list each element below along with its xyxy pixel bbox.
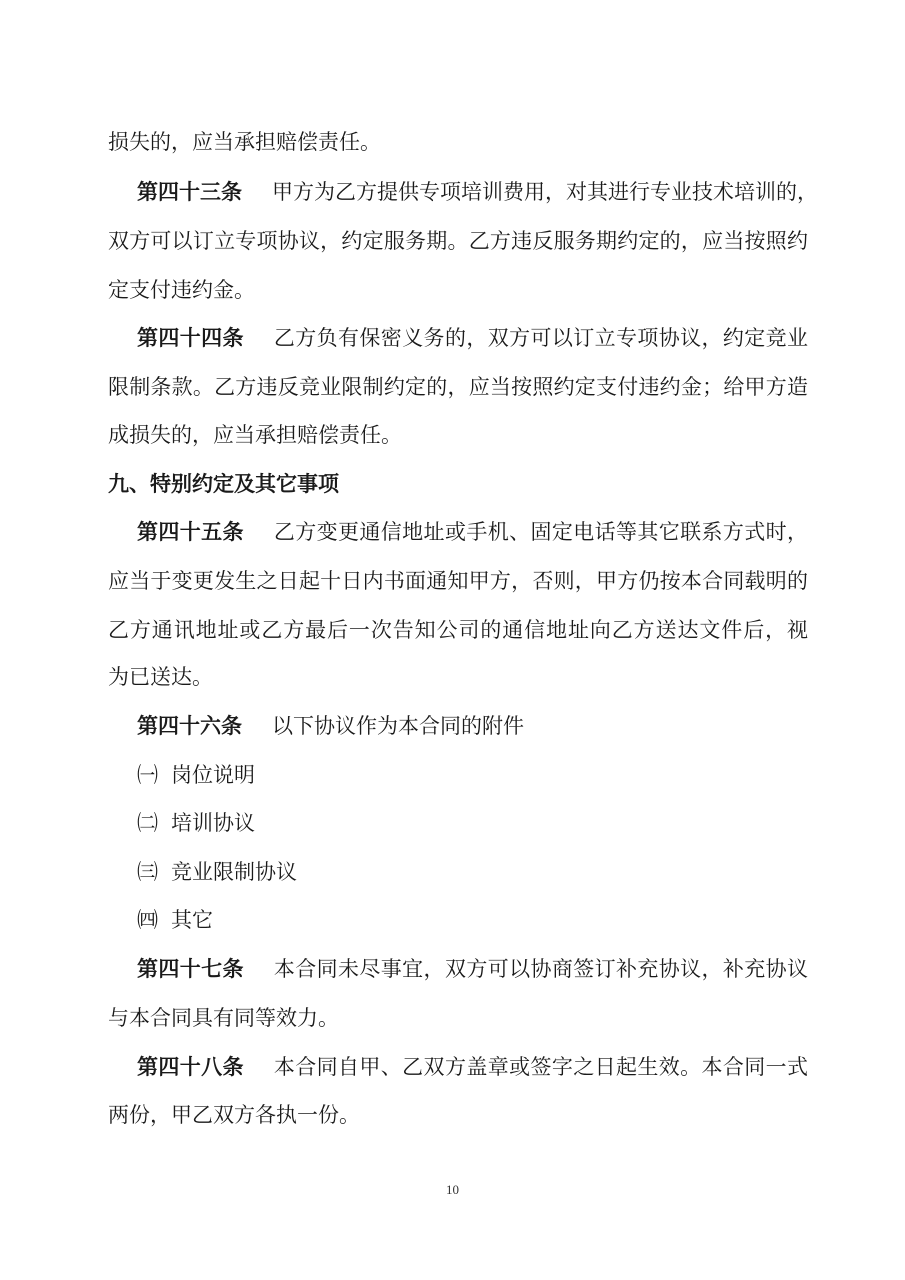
list-item bbox=[137, 760, 808, 790]
list-item bbox=[137, 857, 808, 887]
text-segment: 乙方变更通信地址或手机、固定电话等其它联系方式时， bbox=[273, 520, 809, 544]
article-46-line bbox=[137, 711, 808, 741]
text-line: 定支付违约金。 bbox=[108, 278, 255, 302]
list-item-number: ㈡ bbox=[137, 811, 158, 835]
text-line: 双方可以订立专项协议，约定服务期。乙方违反服务期约定的，应当按照约 bbox=[108, 229, 808, 253]
article-44-title: 第四十四条 bbox=[137, 326, 244, 350]
article-45-title: 第四十五条 bbox=[137, 520, 244, 544]
text-segment: 本合同未尽事宜，双方可以协商签订补充协议，补充协议 bbox=[273, 957, 809, 981]
text-line: 与本合同具有同等效力。 bbox=[108, 1006, 339, 1030]
list-item bbox=[137, 905, 808, 935]
text-segment: 以下协议作为本合同的附件 bbox=[272, 714, 524, 738]
text-line: 两份，甲乙双方各执一份。 bbox=[108, 1103, 360, 1127]
text-line: 乙方通讯地址或乙方最后一次告知公司的通信地址向乙方送达文件后，视 bbox=[108, 618, 808, 642]
list-item-text: 培训协议 bbox=[171, 811, 255, 835]
section-heading: 九、特别约定及其它事项 bbox=[108, 472, 339, 496]
article-47-first-line bbox=[137, 954, 808, 984]
article-44-first-line bbox=[137, 323, 808, 353]
list-item-number: ㈢ bbox=[137, 860, 158, 884]
list-item-text: 竞业限制协议 bbox=[171, 860, 297, 884]
text-line: 为已送达。 bbox=[108, 665, 213, 689]
list-item-text: 岗位说明 bbox=[171, 763, 255, 787]
text-line: 应当于变更发生之日起十日内书面通知甲方，否则，甲方仍按本合同载明的 bbox=[108, 569, 808, 593]
article-43-title: 第四十三条 bbox=[137, 180, 242, 204]
page-number: 10 bbox=[446, 1182, 459, 1197]
text-line: 成损失的，应当承担赔偿责任。 bbox=[108, 423, 402, 447]
list-item-text: 其它 bbox=[171, 908, 213, 932]
list-item-number: ㈣ bbox=[137, 908, 158, 932]
list-item bbox=[137, 808, 808, 838]
article-48-first-line bbox=[137, 1052, 808, 1082]
article-43-first-line bbox=[137, 177, 818, 207]
text-segment: 本合同自甲、乙双方盖章或签字之日起生效。本合同一式 bbox=[273, 1055, 809, 1079]
text-segment: 乙方负有保密义务的，双方可以订立专项协议，约定竞业 bbox=[273, 326, 809, 350]
text-line: 限制条款。乙方违反竞业限制约定的，应当按照约定支付违约金；给甲方造 bbox=[108, 375, 808, 399]
article-48-title: 第四十八条 bbox=[137, 1055, 244, 1079]
list-item-number: ㈠ bbox=[137, 763, 158, 787]
article-46-title: 第四十六条 bbox=[137, 714, 242, 738]
text-segment: 甲方为乙方提供专项培训费用，对其进行专业技术培训的， bbox=[272, 180, 818, 204]
article-47-title: 第四十七条 bbox=[137, 957, 244, 981]
article-45-first-line bbox=[137, 517, 808, 547]
text-line: 损失的，应当承担赔偿责任。 bbox=[108, 130, 381, 154]
